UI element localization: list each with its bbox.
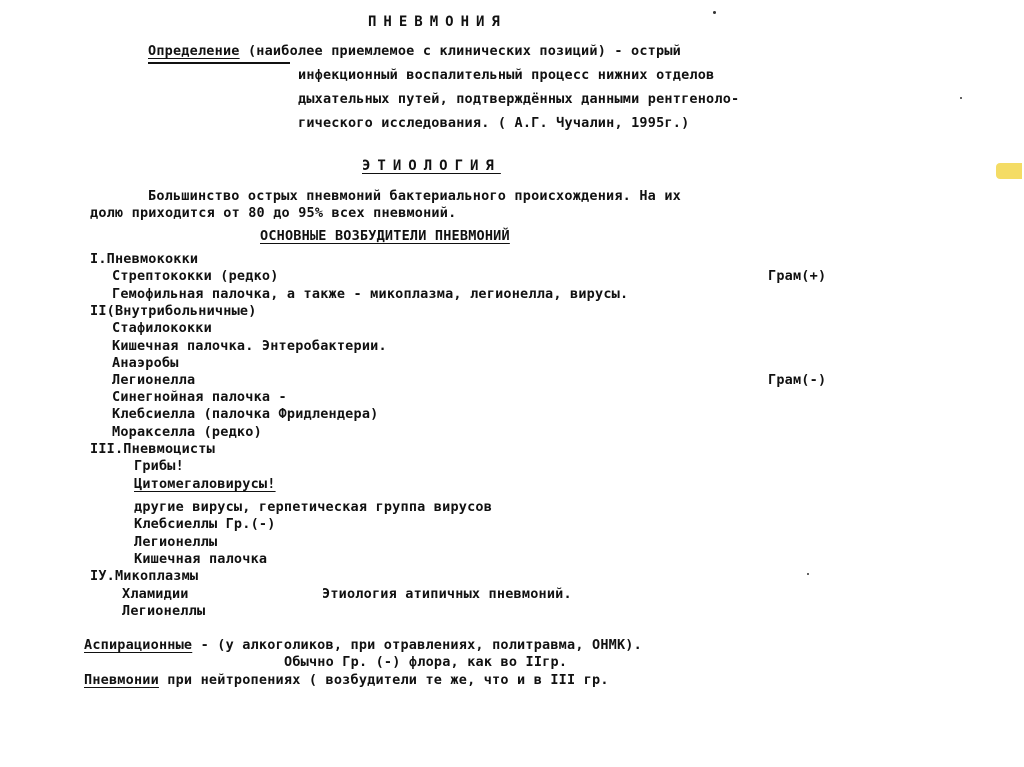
- group-4-item-1-note: Этиология атипичных пневмоний.: [322, 586, 572, 602]
- group-4-item-1: Хламидии: [122, 586, 189, 602]
- page-title: ПНЕВМОНИЯ: [368, 14, 507, 30]
- group-2-title: II(Внутрибольничные): [90, 303, 257, 319]
- group-2-item-6: Клебсиелла (палочка Фридлендера): [112, 406, 379, 422]
- group-1-item-1: Стрептококки (редко): [112, 268, 279, 284]
- definition-line-2: инфекционный воспалительный процесс нижних отделов: [298, 67, 715, 83]
- neutropenia-text: при нейтропениях ( возбудители те же, что и в III гр.: [167, 672, 609, 688]
- group-2-gram: Грам(-): [768, 372, 827, 388]
- definition-label: Определение: [148, 43, 240, 59]
- aspiration-text-1: - (у алкоголиков, при отравлениях, политравма, ОНМК).: [200, 637, 642, 653]
- highlighter-mark: [996, 163, 1022, 179]
- group-3-title: III.Пневмоцисты: [90, 441, 215, 457]
- group-4-item-2: Легионеллы: [122, 603, 206, 619]
- group-3-item-1: Грибы!: [134, 458, 184, 474]
- scan-speck: [960, 97, 962, 99]
- group-2-item-1: Стафилококки: [112, 320, 212, 336]
- group-2-item-5: Синегнойная палочка -: [112, 389, 287, 405]
- definition-line-3: дыхательных путей, подтверждённых данными рентгеноло-: [298, 91, 740, 107]
- group-2-item-7: Моракселла (редко): [112, 424, 262, 440]
- definition-text-1: (наиболее приемлемое с клинических позиций) - острый: [247, 43, 681, 59]
- etiology-paragraph-2: долю приходится от 80 до 95% всех пневмоний.: [90, 205, 457, 221]
- scan-speck: [713, 11, 716, 14]
- definition-line-4: гического исследования. ( А.Г. Чучалин, 1995г.): [298, 115, 690, 131]
- pathogens-subheading: ОСНОВНЫЕ ВОЗБУДИТЕЛИ ПНЕВМОНИЙ: [260, 228, 510, 244]
- aspiration-line-2: Обычно Гр. (-) флора, как во IIгр.: [284, 654, 568, 670]
- group-4-title: IУ.Микоплазмы: [90, 568, 199, 584]
- etiology-heading: ЭТИОЛОГИЯ: [362, 158, 501, 174]
- group-3-item-2: Цитомегаловирусы!: [134, 476, 276, 492]
- neutropenia-line: [84, 672, 609, 688]
- aspiration-label: Аспирационные: [84, 637, 193, 653]
- etiology-paragraph-1: Большинство острых пневмоний бактериального происхождения. На их: [148, 188, 681, 204]
- definition-line-1: [148, 43, 681, 59]
- group-3-item-4: Клебсиеллы Гр.(-): [134, 516, 276, 532]
- group-2-item-2: Кишечная палочка. Энтеробактерии.: [112, 338, 387, 354]
- group-3-item-5: Легионеллы: [134, 534, 218, 550]
- group-2-item-3: Анаэробы: [112, 355, 179, 371]
- definition-label-underline: [148, 62, 290, 64]
- group-3-item-3: другие вирусы, герпетическая группа вирусов: [134, 499, 493, 515]
- scan-speck: [807, 573, 809, 575]
- aspiration-line-1: [84, 637, 642, 653]
- group-1-gram: Грам(+): [768, 268, 827, 284]
- group-2-item-4: Легионелла: [112, 372, 196, 388]
- neutropenia-label: Пневмонии: [84, 672, 159, 688]
- group-1-item-2: Гемофильная палочка, а также - микоплазма, легионелла, вирусы.: [112, 286, 629, 302]
- group-1-title: I.Пневмококки: [90, 251, 199, 267]
- group-3-item-6: Кишечная палочка: [134, 551, 268, 567]
